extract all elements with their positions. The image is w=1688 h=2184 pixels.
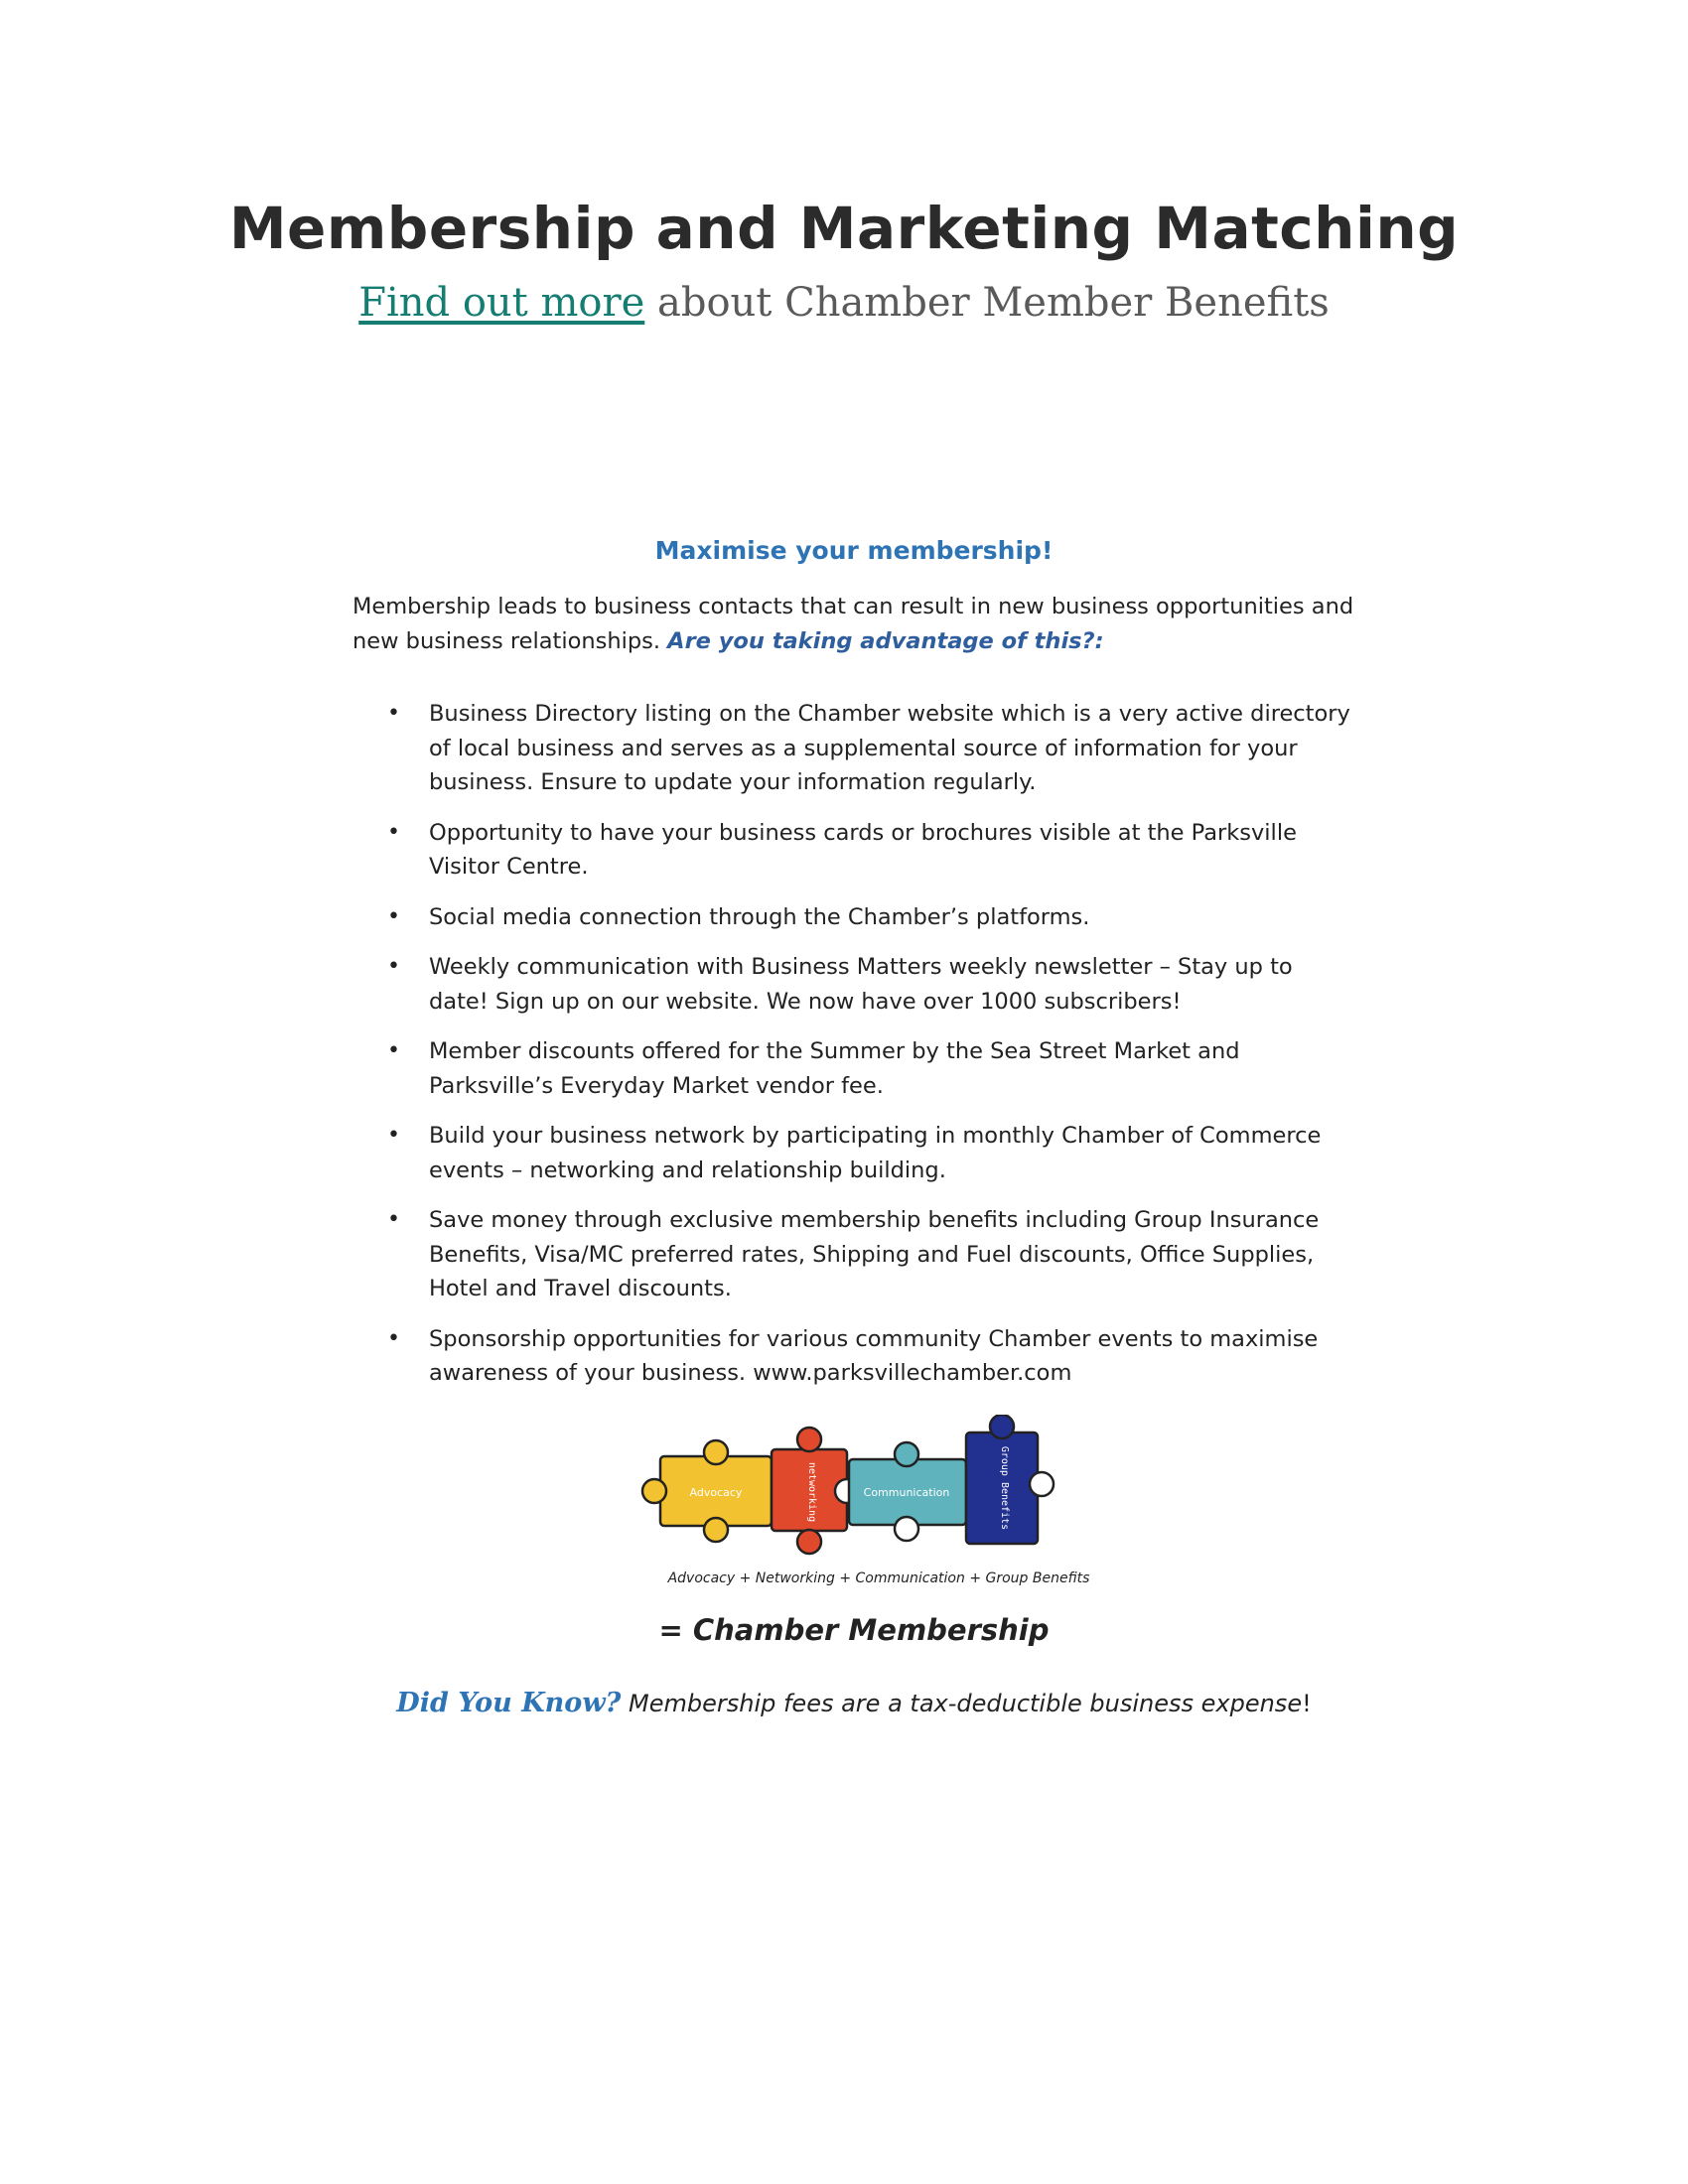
page-title: Membership and Marketing Matching (228, 195, 1460, 262)
flyer-heading: Maximise your membership! (654, 536, 1054, 565)
bullet-icon: • (387, 819, 400, 845)
benefit-text: Member discounts offered for the Summer by the Sea Street Market and Parksville’s Everyday Market vendor fee. (429, 1038, 1240, 1099)
benefit-text: Opportunity to have your business cards or brochures visible at the Parksville Visitor Centre. (429, 819, 1297, 880)
benefit-text: Build your business network by participating in monthly Chamber of Commerce events – networking and relationship building. (429, 1123, 1322, 1183)
benefit-item (387, 1119, 1350, 1187)
page-subtitle (0, 280, 1688, 326)
puzzle-notch (1030, 1472, 1054, 1496)
bullet-icon: • (387, 1325, 400, 1351)
bullet-icon: • (387, 1123, 400, 1148)
benefit-text: Save money through exclusive membership benefits including Group Insurance Benefits, Visa/MC preferred rates, Shipping and Fuel discounts, Office Supplies, Hotel and Travel discounts. (429, 1207, 1320, 1301)
puzzle-notch (895, 1517, 918, 1541)
puzzle-captions: Advocacy + Networking + Communication + Group Benefits (667, 1570, 1090, 1586)
find-out-more-link[interactable]: Find out more (358, 280, 645, 326)
puzzle-graphic (640, 1415, 1137, 1564)
benefit-text: Sponsorship opportunities for various community Chamber events to maximise awareness of your business. www.parksvillechamber.com (429, 1325, 1319, 1386)
puzzle-piece-networking-tab (797, 1428, 821, 1451)
bullet-icon: • (387, 954, 400, 979)
puzzle-piece-group-benefits-tab (990, 1415, 1014, 1438)
puzzle-piece-communication (849, 1442, 966, 1541)
puzzle-label-advocacy: Advocacy (689, 1486, 743, 1499)
puzzle-piece-group-benefits (966, 1415, 1054, 1544)
puzzle-label-group-benefits: Group Benefits (999, 1445, 1010, 1531)
benefit-item (387, 1322, 1350, 1391)
puzzle-piece-advocacy (642, 1440, 772, 1542)
puzzle-label-communication: Communication (863, 1486, 950, 1499)
did-you-know-label: Did You Know? (396, 1688, 622, 1718)
puzzle-piece-advocacy-tab (642, 1479, 666, 1503)
benefit-text: Social media connection through the Chamber’s platforms. (429, 903, 1090, 930)
benefit-item (387, 950, 1350, 1019)
benefit-text: Business Directory listing on the Chamber website which is a very active directory of local business and serves as a supplemental source of information for your business. Ensure to update your information regularly. (429, 701, 1350, 795)
benefit-item (387, 900, 1350, 935)
intro-question: Are you taking advantage of this?: (667, 628, 1104, 654)
chamber-membership-equation: = Chamber Membership (658, 1613, 1050, 1647)
intro-text: Membership leads to business contacts that can result in new business opportunities and new business relationships. (352, 594, 1354, 654)
bullet-icon: • (387, 1207, 400, 1232)
puzzle-label-networking: networking (806, 1461, 817, 1523)
puzzle-piece-networking (772, 1428, 859, 1554)
puzzle-piece-advocacy-tab (704, 1440, 728, 1464)
puzzle-piece-networking-tab (797, 1530, 821, 1554)
did-you-know (352, 1688, 1355, 1718)
benefit-item (387, 1203, 1350, 1306)
did-you-know-text: Membership fees are a tax-deductible business expense (621, 1690, 1303, 1717)
flyer-intro (352, 590, 1355, 659)
bullet-icon: • (387, 1038, 400, 1063)
puzzle-piece-advocacy-tab (704, 1518, 728, 1542)
puzzle-piece-communication-tab (895, 1442, 918, 1466)
did-you-know-end: ! (1302, 1690, 1312, 1717)
bullet-icon: • (387, 701, 400, 726)
benefit-item (387, 1034, 1350, 1103)
subtitle-text: about Chamber Member Benefits (644, 280, 1330, 326)
benefits-list (387, 697, 1350, 1407)
bullet-icon: • (387, 903, 400, 929)
benefit-item (387, 697, 1350, 800)
benefit-item (387, 816, 1350, 885)
benefit-text: Weekly communication with Business Matters weekly newsletter – Stay up to date! Sign up on our website. We now have over 1000 subscribers! (429, 954, 1293, 1015)
